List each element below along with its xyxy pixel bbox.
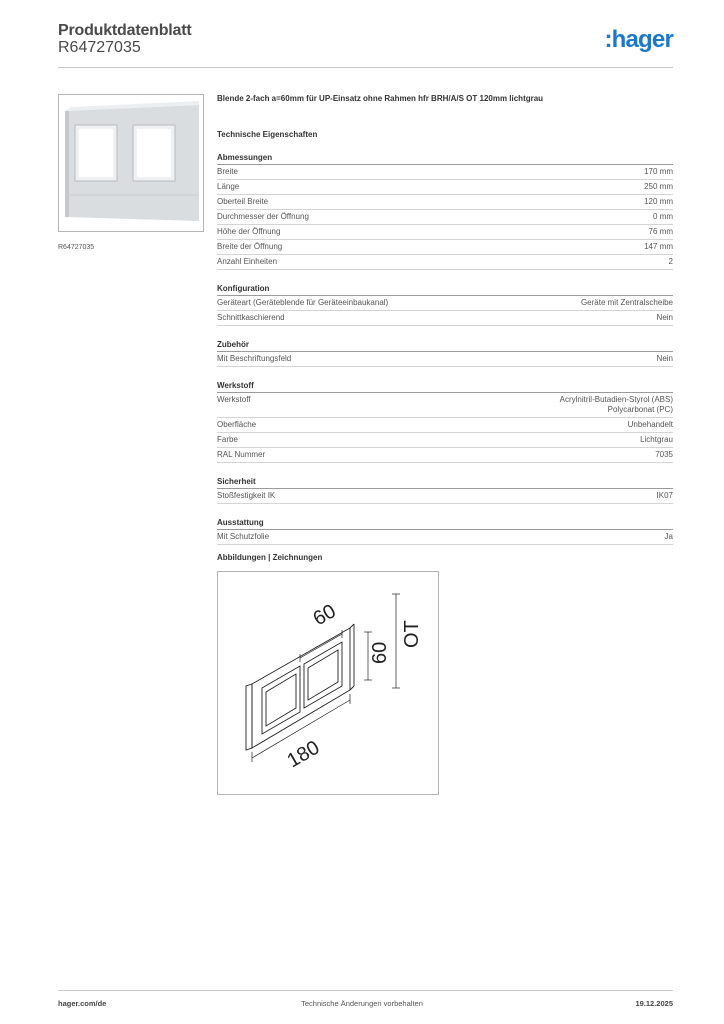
- property-row: [217, 180, 673, 195]
- property-row: [217, 418, 673, 433]
- property-row: [217, 195, 673, 210]
- property-value-line: 7035: [655, 450, 673, 459]
- property-label: Geräteart (Geräteblende für Geräteeinbaukanal): [217, 298, 389, 307]
- technical-drawing: [217, 571, 439, 795]
- property-value: [644, 167, 673, 177]
- section-werkstoff: [217, 381, 673, 463]
- property-row: [217, 433, 673, 448]
- property-value: [657, 313, 673, 323]
- property-value-line: 76 mm: [648, 227, 673, 236]
- property-label: Werkstoff: [217, 395, 251, 404]
- document-title: Produktdatenblatt: [58, 22, 192, 39]
- product-name: Blende 2-fach a=60mm für UP-Einsatz ohne Rahmen hfr BRH/A/S OT 120mm lichtgrau: [217, 94, 544, 103]
- footer-disclaimer: Technische Änderungen vorbehalten: [301, 999, 423, 1008]
- section-sicherheit: [217, 477, 673, 504]
- footer-divider: [58, 990, 673, 991]
- dimension-drawing-icon: [218, 572, 438, 794]
- property-label: RAL Nummer: [217, 450, 266, 459]
- property-value: [644, 242, 673, 252]
- product-image-caption: R64727035: [58, 244, 95, 251]
- property-value-line: Polycarbonat (PC): [607, 405, 673, 414]
- property-row: [217, 448, 673, 463]
- property-value: [640, 435, 673, 445]
- document-number: R64727035: [58, 39, 141, 56]
- property-row: [217, 165, 673, 180]
- section-title: Konfiguration: [217, 284, 673, 296]
- property-value-line: IK07: [656, 491, 673, 500]
- hager-logo: :hager: [604, 26, 673, 53]
- property-row: [217, 210, 673, 225]
- property-value-line: Acrylnitril-Butadien-Styrol (ABS): [559, 395, 673, 404]
- property-label: Oberteil Breite: [217, 197, 269, 206]
- section-ausstattung: [217, 518, 673, 545]
- property-value-line: Nein: [656, 313, 673, 322]
- property-value-line: Unbehandelt: [627, 420, 673, 429]
- dimension-height-label: 60: [369, 641, 391, 664]
- property-row: [217, 489, 673, 504]
- section-title: Werkstoff: [217, 381, 673, 393]
- page-header: [58, 20, 673, 68]
- section-title: Abmessungen: [217, 153, 673, 165]
- property-label: Länge: [217, 182, 240, 191]
- property-label: Durchmesser der Öffnung: [217, 212, 309, 221]
- dimension-length-label: 180: [283, 736, 324, 773]
- property-label: Breite: [217, 167, 238, 176]
- property-value-line: 170 mm: [644, 167, 673, 176]
- property-value-line: 250 mm: [644, 182, 673, 191]
- product-photo-icon: [59, 95, 203, 231]
- property-row: [217, 255, 673, 270]
- property-row: [217, 240, 673, 255]
- property-value-line: Ja: [664, 532, 673, 541]
- property-value: [657, 491, 673, 501]
- property-label: Mit Schutzfolie: [217, 532, 270, 541]
- property-value-line: 2: [668, 257, 673, 266]
- property-value-line: 0 mm: [653, 212, 673, 221]
- property-value: [653, 212, 673, 222]
- property-value: [644, 197, 673, 207]
- property-label: Breite der Öffnung: [217, 242, 283, 251]
- dimension-width-label: 60: [309, 600, 340, 631]
- property-row: [217, 311, 673, 326]
- dimension-ot-label: OT: [401, 620, 423, 648]
- property-label: Anzahl Einheiten: [217, 257, 278, 266]
- property-value: [581, 298, 673, 308]
- property-value: [628, 420, 673, 430]
- drawings-heading: Abbildungen | Zeichnungen: [217, 553, 323, 562]
- property-value-line: 147 mm: [644, 242, 673, 251]
- property-row: [217, 530, 673, 545]
- footer-date: 19.12.2025: [635, 999, 673, 1008]
- section-zubeh-r: [217, 340, 673, 367]
- property-row: [217, 296, 673, 311]
- property-value-line: 120 mm: [644, 197, 673, 206]
- property-value: [644, 182, 673, 192]
- product-details: [217, 94, 673, 545]
- property-value: [560, 395, 673, 415]
- property-value: [657, 354, 673, 364]
- property-value: [655, 450, 673, 460]
- footer-website-link[interactable]: hager.com/de: [58, 999, 107, 1008]
- property-value: [665, 532, 673, 542]
- property-label: Stoßfestigkeit IK: [217, 491, 276, 500]
- section-title: Sicherheit: [217, 477, 673, 489]
- property-value-line: Nein: [656, 354, 673, 363]
- property-label: Oberfläche: [217, 420, 257, 429]
- property-sections: [217, 153, 673, 545]
- property-row: [217, 225, 673, 240]
- property-label: Farbe: [217, 435, 238, 444]
- section-abmessungen: [217, 153, 673, 270]
- property-value-line: Lichtgrau: [640, 435, 673, 444]
- property-label: Mit Beschriftungsfeld: [217, 354, 292, 363]
- property-value: [669, 257, 673, 267]
- property-row: [217, 352, 673, 367]
- property-value-line: Geräte mit Zentralscheibe: [580, 298, 673, 307]
- section-konfiguration: [217, 284, 673, 326]
- section-title: Zubehör: [217, 340, 673, 352]
- property-value: [649, 227, 673, 237]
- property-row: [217, 393, 673, 418]
- product-image: [58, 94, 204, 232]
- technical-properties-heading: Technische Eigenschaften: [217, 130, 318, 139]
- property-label: Schnittkaschierend: [217, 313, 285, 322]
- property-label: Höhe der Öffnung: [217, 227, 281, 236]
- section-title: Ausstattung: [217, 518, 673, 530]
